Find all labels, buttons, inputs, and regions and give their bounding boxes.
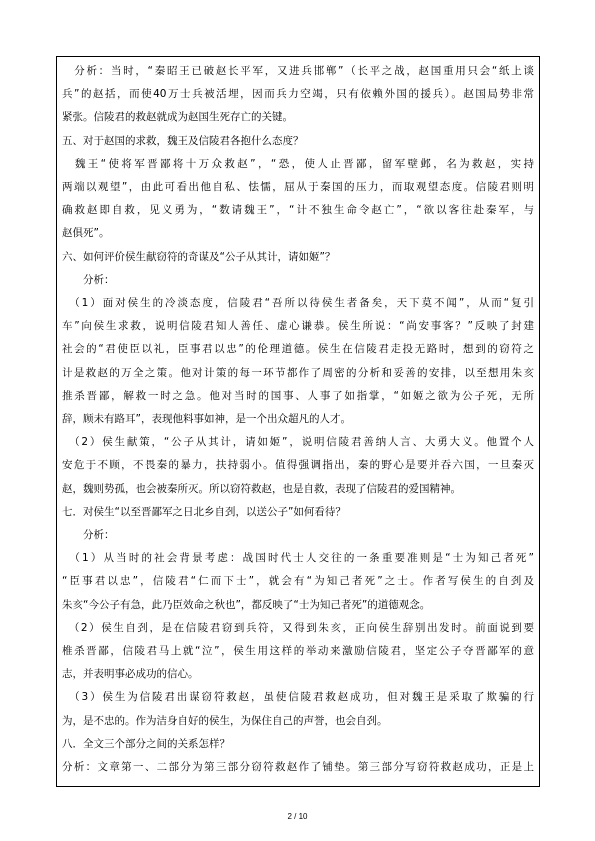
text-line: 赵俱死”。 — [62, 227, 110, 240]
text-line: 分析：文章第一、二部分为第三部分窃符救赵作了铺垫。第三部分写窃符救赵成功，正是上 — [62, 761, 534, 774]
text-line: （1）面对侯生的冷淡态度，信陵君“吾所以待侯生者备矣，天下莫不闻”，从而“复引 — [62, 297, 534, 310]
text-line: “臣事君以忠”，信陵君“仁而下士”，就会有“为知己者死”之士。作者写侯生的自刭及 — [62, 575, 534, 588]
document-body — [57, 57, 539, 779]
text-line: （2）侯生献策，“公子从其计，请如姬”，说明信陵君善纳人言、大勇大义。他置个人 — [62, 436, 534, 449]
text-line: （1）从当时的社会背景考虑：战国时代士人交往的一条重要准则是“士为知己者死” — [62, 552, 534, 565]
text-line: 椎杀晋鄙，信陵君马上就“泣”，侯生用这样的举动来激励信陵君，坚定公子夺晋鄙军的意 — [62, 645, 534, 658]
text-line: 七．对侯生“以至晋鄙军之日北乡自刭，以送公子”如何看待？ — [62, 505, 346, 518]
text-line: 推杀晋鄙，解救一时之急。他对当时的国事、人事了如指掌，“如姬之欲为公子死，无所 — [62, 389, 534, 402]
text-line: 兵”的赵括，而使40万士兵被活埋，因而兵力空竭，只有依赖外国的援兵）。赵国局势非常 — [62, 88, 534, 101]
text-line: 辞，顾未有路耳”，表现他料事如神，是一个出众超凡的人才。 — [62, 413, 351, 426]
text-line: （3）侯生为信陵君出谋窃符救赵，虽使信陵君救赵成功，但对魏王是采取了欺骗的行 — [62, 691, 534, 704]
text-line: 确救赵即自救，见义勇为，“数请魏王”，“计不独生命令赵亡”，“欲以客往赴秦军，与 — [62, 204, 534, 217]
content-frame — [56, 56, 540, 787]
text-line: 社会的“君使臣以礼，臣事君以忠”的伦理道德。侯生在信陵君走投无路时，想到的窃符之 — [62, 343, 534, 356]
text-line: 六、如何评价侯生献窃符的奇谋及“公子从其计，请如姬”？ — [62, 250, 336, 263]
text-line: 安危于不顾，不畏秦的暴力，扶持弱小。值得强调指出，秦的野心是要并吞六国，一旦秦灭 — [62, 459, 534, 472]
text-line: 八．全文三个部分之间的关系怎样？ — [62, 737, 230, 750]
text-line: 五、对于赵国的求救，魏王及信陵君各抱什么态度？ — [62, 134, 304, 147]
text-line: 紧张。信陵君的救赵就成为赵国生死存亡的关键。 — [62, 111, 293, 124]
text-line: 为，是不忠的。作为洁身自好的侯生，为保住自己的声誉，也会自刭。 — [62, 714, 388, 727]
text-line: （2）侯生自刭，是在信陵君窃到兵符，又得到朱亥，正向侯生辞别出发时。前面说到要 — [62, 621, 534, 634]
text-line: 志，并表明事必成功的信心。 — [62, 668, 199, 681]
text-line: 车”向侯生求救，说明信陵君知人善任、虚心谦恭。侯生所说：“尚安事客？”反映了封建 — [62, 320, 534, 333]
text-line: 朱亥“今公子有急，此乃臣效命之秋也”，都反映了“士为知己者死”的道德观念。 — [62, 598, 431, 611]
text-line: 分析： — [62, 529, 115, 542]
text-line: 赵，魏则势孤，也会被秦所灭。所以窃符救赵，也是自救，表现了信陵君的爱国精神。 — [62, 482, 461, 495]
text-line: 魏王“使将军晋鄙将十万众救赵”，“恐，使人止晋鄙，留军壁邺，名为救赵，实持 — [62, 157, 534, 170]
text-line: 分析：当时，“秦昭王已破赵长平军，又进兵邯郸”（长平之战，赵国重用只会“纸上谈 — [62, 65, 534, 77]
page-number: 2 / 10 — [287, 812, 308, 821]
text-line: 两端以观望”，由此可看出他自私、怯懦，屈从于秦国的压力，而取观望态度。信陵君则明 — [62, 181, 534, 194]
text-line: 分析： — [62, 273, 115, 286]
text-line: 计是救赵的万全之策。他对计策的每一环节都作了周密的分析和妥善的安排，以至想用朱亥 — [62, 366, 534, 379]
